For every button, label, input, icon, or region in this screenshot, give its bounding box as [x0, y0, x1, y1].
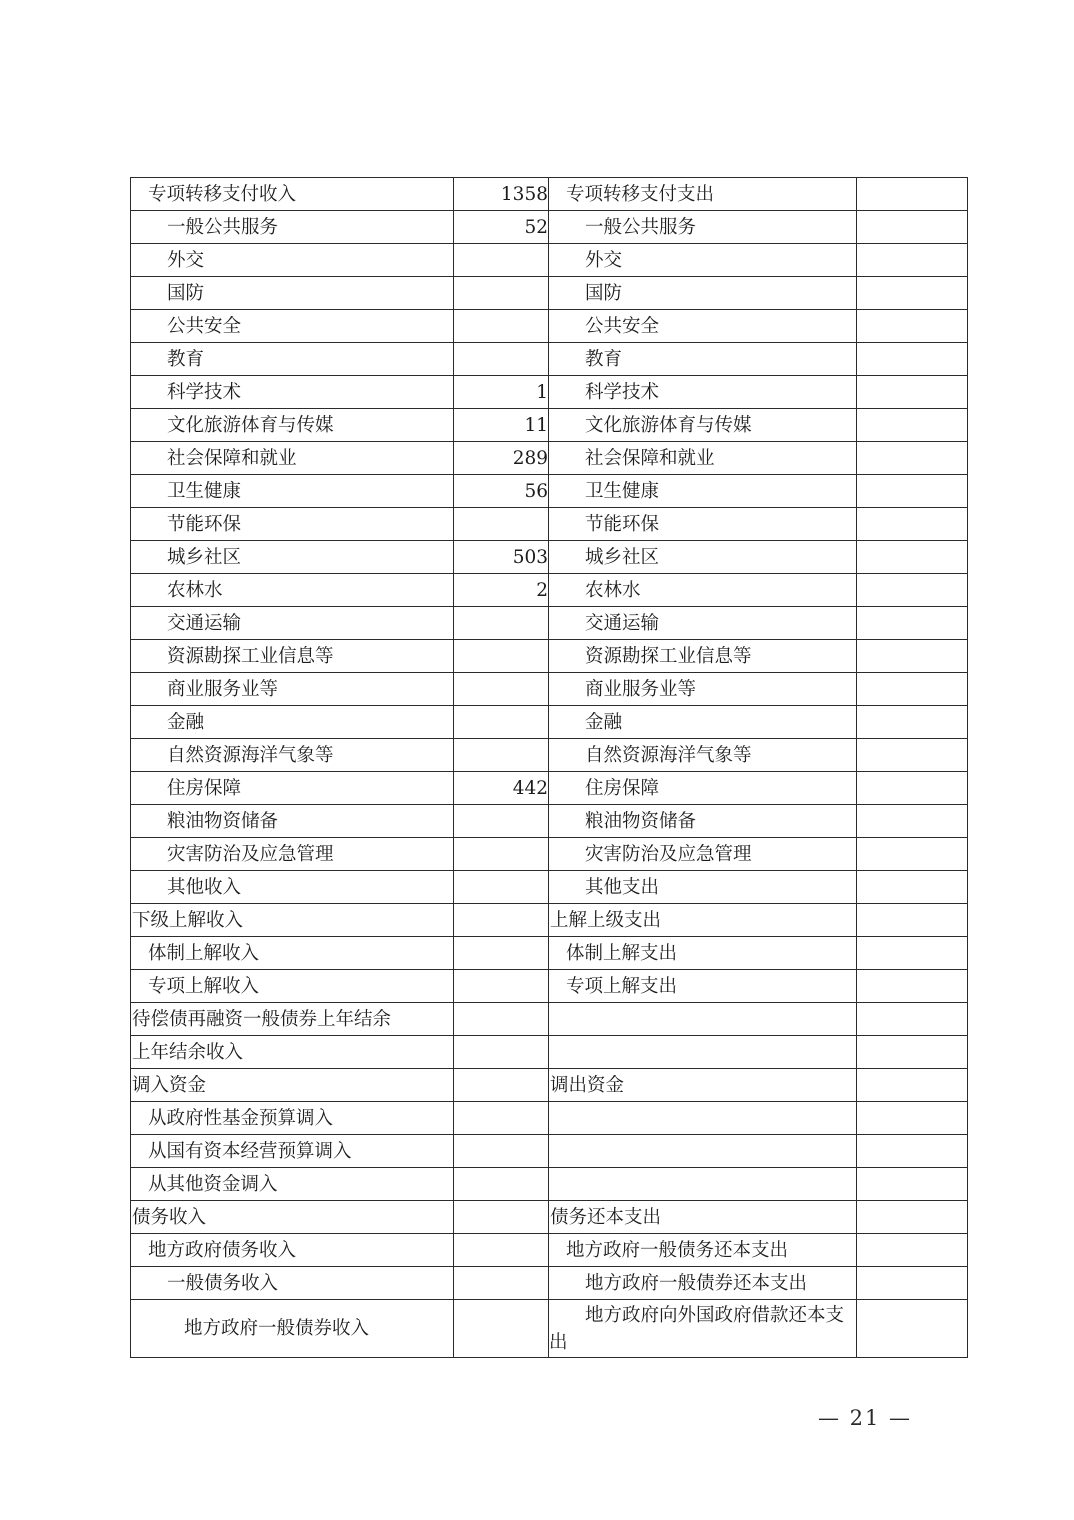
- expense-amount-cell: [857, 607, 968, 640]
- expense-item-cell: 公共安全: [549, 310, 857, 343]
- expense-amount-cell: [857, 475, 968, 508]
- expense-item-cell: 上解上级支出: [549, 904, 857, 937]
- expense-item-cell: 国防: [549, 277, 857, 310]
- income-amount-cell: [454, 871, 549, 904]
- expense-amount-cell: [857, 310, 968, 343]
- fiscal-balance-table: [130, 177, 968, 1358]
- expense-amount-cell: [857, 1201, 968, 1234]
- expense-item-cell: 住房保障: [549, 772, 857, 805]
- expense-amount-cell: [857, 739, 968, 772]
- expense-item-cell: 地方政府一般债券还本支出: [549, 1267, 857, 1300]
- income-item-cell: 专项上解收入: [131, 970, 454, 1003]
- expense-item-cell: 债务还本支出: [549, 1201, 857, 1234]
- income-amount-cell: 503: [454, 541, 549, 574]
- income-amount-cell: [454, 1135, 549, 1168]
- income-item-cell: 地方政府债务收入: [131, 1234, 454, 1267]
- expense-item-cell: 粮油物资储备: [549, 805, 857, 838]
- expense-item-cell: 外交: [549, 244, 857, 277]
- table-row: [131, 343, 968, 376]
- income-item-cell: 公共安全: [131, 310, 454, 343]
- expense-amount-cell: [857, 838, 968, 871]
- table-row: [131, 1003, 968, 1036]
- income-item-cell: 其他收入: [131, 871, 454, 904]
- table-row: [131, 772, 968, 805]
- expense-amount-cell: [857, 706, 968, 739]
- income-amount-cell: [454, 1003, 549, 1036]
- expense-amount-cell: [857, 541, 968, 574]
- table-row: [131, 1168, 968, 1201]
- income-amount-cell: [454, 343, 549, 376]
- income-item-cell: 一般债务收入: [131, 1267, 454, 1300]
- income-amount-cell: 56: [454, 475, 549, 508]
- expense-item-cell: 资源勘探工业信息等: [549, 640, 857, 673]
- income-amount-cell: [454, 310, 549, 343]
- income-item-cell: 文化旅游体育与传媒: [131, 409, 454, 442]
- income-amount-cell: [454, 508, 549, 541]
- expense-amount-cell: [857, 1234, 968, 1267]
- expense-amount-cell: [857, 1102, 968, 1135]
- income-amount-cell: [454, 1201, 549, 1234]
- expense-amount-cell: [857, 1135, 968, 1168]
- table-row: [131, 1201, 968, 1234]
- expense-amount-cell: [857, 211, 968, 244]
- expense-amount-cell: [857, 772, 968, 805]
- income-item-cell: 国防: [131, 277, 454, 310]
- table-row: [131, 376, 968, 409]
- expense-item-cell: 一般公共服务: [549, 211, 857, 244]
- income-amount-cell: 11: [454, 409, 549, 442]
- expense-amount-cell: [857, 376, 968, 409]
- expense-amount-cell: [857, 1069, 968, 1102]
- expense-item-cell: 其他支出: [549, 871, 857, 904]
- table-row: [131, 1069, 968, 1102]
- expense-amount-cell: [857, 409, 968, 442]
- expense-amount-cell: [857, 640, 968, 673]
- table-row: [131, 805, 968, 838]
- table-row: [131, 244, 968, 277]
- income-amount-cell: [454, 706, 549, 739]
- expense-item-cell: 商业服务业等: [549, 673, 857, 706]
- expense-amount-cell: [857, 442, 968, 475]
- expense-item-cell: 体制上解支出: [549, 937, 857, 970]
- table-row: [131, 310, 968, 343]
- table-row: [131, 871, 968, 904]
- income-amount-cell: [454, 1300, 549, 1358]
- expense-amount-cell: [857, 904, 968, 937]
- income-item-cell: 灾害防治及应急管理: [131, 838, 454, 871]
- table-row: [131, 838, 968, 871]
- table-row: [131, 442, 968, 475]
- table-row: [131, 508, 968, 541]
- income-amount-cell: [454, 1168, 549, 1201]
- income-item-cell: 节能环保: [131, 508, 454, 541]
- table-row: [131, 1102, 968, 1135]
- table-row: [131, 706, 968, 739]
- table-row: [131, 409, 968, 442]
- income-item-cell: 上年结余收入: [131, 1036, 454, 1069]
- table-row: [131, 640, 968, 673]
- income-amount-cell: [454, 1102, 549, 1135]
- expense-item-cell: 灾害防治及应急管理: [549, 838, 857, 871]
- income-amount-cell: [454, 904, 549, 937]
- income-amount-cell: [454, 673, 549, 706]
- expense-item-cell: 文化旅游体育与传媒: [549, 409, 857, 442]
- expense-item-cell: 自然资源海洋气象等: [549, 739, 857, 772]
- expense-item-cell: 交通运输: [549, 607, 857, 640]
- income-amount-cell: 1358: [454, 178, 549, 211]
- income-item-cell: 待偿债再融资一般债券上年结余: [131, 1003, 454, 1036]
- table-row: [131, 1267, 968, 1300]
- income-amount-cell: 52: [454, 211, 549, 244]
- expense-item-cell: 城乡社区: [549, 541, 857, 574]
- expense-item-cell: [549, 1003, 857, 1036]
- table-row: [131, 475, 968, 508]
- expense-item-cell: 教育: [549, 343, 857, 376]
- income-amount-cell: 442: [454, 772, 549, 805]
- income-item-cell: 科学技术: [131, 376, 454, 409]
- expense-amount-cell: [857, 1003, 968, 1036]
- expense-item-cell: 专项转移支付支出: [549, 178, 857, 211]
- income-amount-cell: [454, 1267, 549, 1300]
- expense-item-cell: 调出资金: [549, 1069, 857, 1102]
- table-row: [131, 673, 968, 706]
- expense-amount-cell: [857, 277, 968, 310]
- income-item-cell: 从国有资本经营预算调入: [131, 1135, 454, 1168]
- expense-amount-cell: [857, 871, 968, 904]
- table-row: [131, 1234, 968, 1267]
- income-amount-cell: [454, 1234, 549, 1267]
- income-item-cell: 资源勘探工业信息等: [131, 640, 454, 673]
- table-row: [131, 937, 968, 970]
- expense-item-cell: 节能环保: [549, 508, 857, 541]
- expense-item-cell: [549, 1102, 857, 1135]
- expense-item-cell: 地方政府一般债务还本支出: [549, 1234, 857, 1267]
- income-item-cell: 地方政府一般债券收入: [131, 1300, 454, 1358]
- table-row: [131, 211, 968, 244]
- expense-amount-cell: [857, 805, 968, 838]
- expense-amount-cell: [857, 673, 968, 706]
- income-item-cell: 专项转移支付收入: [131, 178, 454, 211]
- expense-amount-cell: [857, 1036, 968, 1069]
- income-amount-cell: [454, 1036, 549, 1069]
- expense-amount-cell: [857, 1267, 968, 1300]
- income-item-cell: 交通运输: [131, 607, 454, 640]
- income-amount-cell: [454, 970, 549, 1003]
- income-amount-cell: 1: [454, 376, 549, 409]
- expense-item-cell: 卫生健康: [549, 475, 857, 508]
- expense-item-cell: 科学技术: [549, 376, 857, 409]
- expense-amount-cell: [857, 574, 968, 607]
- income-item-cell: 自然资源海洋气象等: [131, 739, 454, 772]
- income-amount-cell: [454, 277, 549, 310]
- income-item-cell: 粮油物资储备: [131, 805, 454, 838]
- income-amount-cell: [454, 838, 549, 871]
- income-item-cell: 从政府性基金预算调入: [131, 1102, 454, 1135]
- expense-item-cell: [549, 1168, 857, 1201]
- expense-amount-cell: [857, 244, 968, 277]
- table-row: [131, 904, 968, 937]
- expense-item-cell: 专项上解支出: [549, 970, 857, 1003]
- expense-amount-cell: [857, 508, 968, 541]
- table-row: [131, 1036, 968, 1069]
- income-amount-cell: [454, 607, 549, 640]
- expense-item-cell: 农林水: [549, 574, 857, 607]
- income-item-cell: 外交: [131, 244, 454, 277]
- table-row: [131, 1135, 968, 1168]
- table-row: [131, 607, 968, 640]
- expense-item-cell: 金融: [549, 706, 857, 739]
- income-amount-cell: [454, 739, 549, 772]
- income-item-cell: 农林水: [131, 574, 454, 607]
- income-amount-cell: [454, 805, 549, 838]
- income-amount-cell: [454, 1069, 549, 1102]
- income-item-cell: 商业服务业等: [131, 673, 454, 706]
- income-item-cell: 体制上解收入: [131, 937, 454, 970]
- income-item-cell: 金融: [131, 706, 454, 739]
- fiscal-table-body: [131, 178, 968, 1358]
- income-amount-cell: [454, 244, 549, 277]
- expense-item-cell: 社会保障和就业: [549, 442, 857, 475]
- table-row: [131, 178, 968, 211]
- income-item-cell: 城乡社区: [131, 541, 454, 574]
- expense-amount-cell: [857, 178, 968, 211]
- income-item-cell: 一般公共服务: [131, 211, 454, 244]
- expense-amount-cell: [857, 1168, 968, 1201]
- income-amount-cell: 2: [454, 574, 549, 607]
- expense-item-cell: 地方政府向外国政府借款还本支出: [549, 1300, 857, 1358]
- expense-amount-cell: [857, 970, 968, 1003]
- income-item-cell: 教育: [131, 343, 454, 376]
- table-row: [131, 541, 968, 574]
- expense-amount-cell: [857, 343, 968, 376]
- page-number: — 21 —: [817, 1406, 913, 1430]
- expense-item-cell: [549, 1036, 857, 1069]
- income-amount-cell: [454, 937, 549, 970]
- table-row: [131, 739, 968, 772]
- income-item-cell: 调入资金: [131, 1069, 454, 1102]
- table-row: [131, 970, 968, 1003]
- expense-item-cell: [549, 1135, 857, 1168]
- expense-amount-cell: [857, 937, 968, 970]
- table-row: [131, 574, 968, 607]
- table-row: [131, 1300, 968, 1358]
- income-item-cell: 从其他资金调入: [131, 1168, 454, 1201]
- income-amount-cell: [454, 640, 549, 673]
- income-item-cell: 社会保障和就业: [131, 442, 454, 475]
- expense-amount-cell: [857, 1300, 968, 1358]
- income-item-cell: 债务收入: [131, 1201, 454, 1234]
- income-item-cell: 下级上解收入: [131, 904, 454, 937]
- table-row: [131, 277, 968, 310]
- income-amount-cell: 289: [454, 442, 549, 475]
- income-item-cell: 卫生健康: [131, 475, 454, 508]
- income-item-cell: 住房保障: [131, 772, 454, 805]
